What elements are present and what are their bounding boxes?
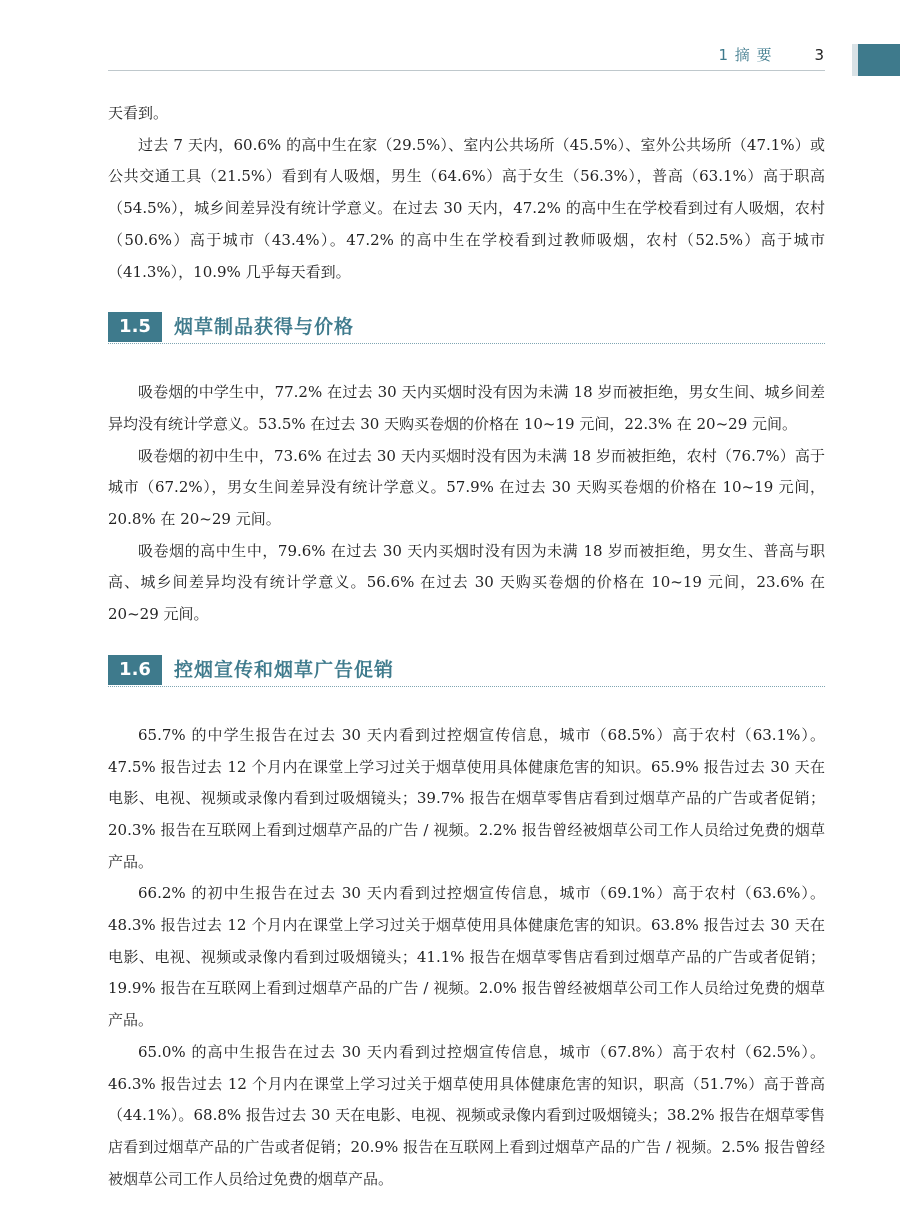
page-number: 3 [814,46,825,64]
header-text [718,44,825,65]
paragraph: 吸卷烟的高中生中，79.6% 在过去 30 天内买烟时没有因为未满 18 岁而被拒绝，男女生、普高与职高、城乡间差异均没有统计学意义。56.6% 在过去 30 天购买卷烟的价格在 10~19 元间，23.6% 在 20~29 元间。 [108,541,825,624]
section-number: 1.6 [108,655,162,685]
thumb-tab [852,44,900,76]
paragraph: 过去 7 天内，60.6% 的高中生在家（29.5%）、室内公共场所（45.5%）、室外公共场所（47.1%）或公共交通工具（21.5%）看到有人吸烟，男生（64.6%）高于女生（56.3%），普高（63.1%）高于职高（54.5%），城乡间差异没有统计学意义。在过去 30 天内，47.2% 的高中生在学校看到过有人吸烟，农村（50.6%）高于城市（43.4%）。47.2% 的高中生在学校看到过教师吸烟，农村（52.5%）高于城市（41.3%），10.9% 几乎每天看到。 [108,135,825,281]
paragraph: 65.7% 的中学生报告在过去 30 天内看到过控烟宣传信息，城市（68.5%）高于农村（63.1%）。47.5% 报告过去 12 个月内在课堂上学习过关于烟草使用具体健康危害的知识。65.9% 报告过去 30 天在电影、电视、视频或录像内看到过吸烟镜头；39.7% 报告在烟草零售店看到过烟草产品的广告或者促销；20.3% 报告在互联网上看到过烟草产品的广告 / 视频。2.2% 报告曾经被烟草公司工作人员给过免费的烟草产品。 [108,725,825,871]
page-content [108,98,825,1195]
section-heading-1-5 [108,312,825,344]
section-number: 1.5 [108,312,162,342]
section-title: 控烟宣传和烟草广告促销 [174,658,395,681]
chapter-title: 1 摘 要 [718,46,773,64]
paragraph: 天看到。 [108,104,169,122]
paragraph: 吸卷烟的初中生中，73.6% 在过去 30 天内买烟时没有因为未满 18 岁而被拒绝，农村（76.7%）高于城市（67.2%），男女生间差异没有统计学意义。57.9% 在过去 30 天购买卷烟的价格在 10~19 元间，20.8% 在 20~29 元间。 [108,446,825,529]
paragraph: 66.2% 的初中生报告在过去 30 天内看到过控烟宣传信息，城市（69.1%）高于农村（63.6%）。48.3% 报告过去 12 个月内在课堂上学习过关于烟草使用具体健康危害的知识。63.8% 报告过去 30 天在电影、电视、视频或录像内看到过吸烟镜头；41.1% 报告在烟草零售店看到过烟草产品的广告或者促销；19.9% 报告在互联网上看到过烟草产品的广告 / 视频。2.0% 报告曾经被烟草公司工作人员给过免费的烟草产品。 [108,884,825,1030]
section-heading-1-6 [108,655,825,687]
section-title: 烟草制品获得与价格 [174,316,355,339]
paragraph: 65.0% 的高中生报告在过去 30 天内看到过控烟宣传信息，城市（67.8%）高于农村（62.5%）。46.3% 报告过去 12 个月内在课堂上学习过关于烟草使用具体健康危害的知识，职高（51.7%）高于普高（44.1%）。68.8% 报告过去 30 天在电影、电视、视频或录像内看到过吸烟镜头；38.2% 报告在烟草零售店看到过烟草产品的广告或者促销；20.9% 报告在互联网上看到过烟草产品的广告 / 视频。2.5% 报告曾经被烟草公司工作人员给过免费的烟草产品。 [108,1042,825,1188]
running-header [108,44,825,71]
paragraph: 吸卷烟的中学生中，77.2% 在过去 30 天内买烟时没有因为未满 18 岁而被拒绝，男女生间、城乡间差异均没有统计学意义。53.5% 在过去 30 天购买卷烟的价格在 10~19 元间，22.3% 在 20~29 元间。 [108,383,825,433]
